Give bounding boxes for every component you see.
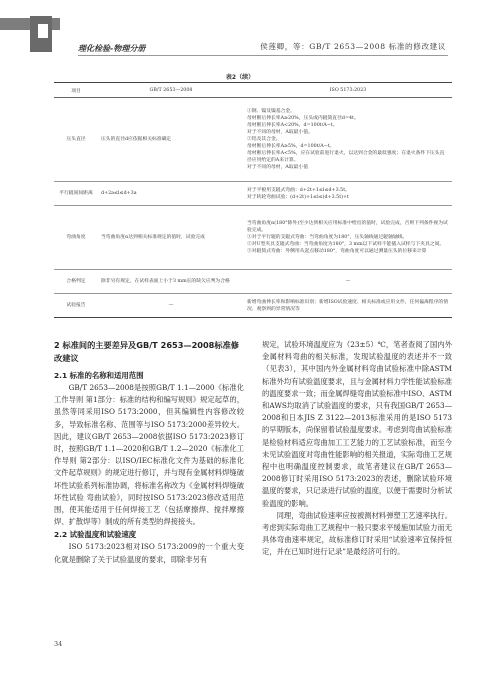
cell-iso-line: ②铝及其合金。 [247, 137, 281, 142]
paragraph: ISO 5173:2023相对ISO 5173:2009的一个重大变化就是删除了关于试验温度的要求，即除非另有 [54, 542, 244, 564]
cell-iso-line: 对于平板用支辊式弯曲：d+2t+1≤l≤d+3.5t。 [247, 187, 350, 193]
cell-iso-line: 对于不同的母材，A取最小值 [247, 165, 309, 170]
cell-iso-line: ①钢、镍及镍基合金。 [247, 109, 295, 114]
paragraph: GB/T 2653—2008是按照GB/T 1.1—2000《标准化工作导则 第1部分：标准的结构和编写规则》规定起草的，虽然等同采用ISO 5173:2000，但其编辑性内容修改较多，导致标准名称、范围等与ISO 5173:2000差异较大。因此，建议GB/T 2653—2008依据ISO 5173:2023修订时，按照GB/T 1.1—2020和GB/T 1.2—2020《标准化工作导则 第2部分：以ISO/IEC标准化文件为基础的标准化文件起草规则》的规定进行修订，并与现有金属材料焊缝破坏性试验系列标准协调，将标准名称改为《金属材料焊缝破坏性试验 弯曲试验》，同时按ISO 5173:2023修改适用范围，使其能适用于任何焊接工艺（包括摩擦焊、搅拌摩擦焊、扩散焊等）制成的所有类型的焊接接头。 [54, 383, 244, 527]
cell-iso-line: 当弯曲角度α(180°除外)至少达到相关应用标准中给出的值时，试验完成，否则下列条件视为试验完成。 [247, 221, 448, 233]
cell-iso [244, 98, 452, 182]
cell-iso [244, 206, 452, 270]
cell-iso-line: 母材断后伸长率A≥5%，d=100t/A−t。 [247, 144, 335, 149]
cell-gb: 压头的直径d应依据相关标准确定 [101, 137, 172, 142]
cell-gb: — [168, 303, 174, 308]
table-row [54, 182, 452, 206]
cell-item: 合格判定 [66, 279, 86, 284]
column-header-iso: ISO 5173:2023 [244, 83, 452, 98]
cell-iso-line: ②对U型夹具支辊式弯曲：当弯曲角度为180°，3 mm以下试样不能插入试样与下夹具之间。 [247, 242, 445, 247]
cell-item: 弯曲角度 [66, 235, 86, 240]
cell-gb: d+2a≤l≤d+3a [101, 191, 137, 196]
cell-iso [244, 182, 452, 206]
cell-iso-line: 母材断后伸长率A<20%，d=100t/A−t。 [247, 123, 338, 128]
cell-iso-line: ③对辊筒式弯曲：外侧用从起点移动180°，弯曲角度可以通过测量压头的位移来计算 [247, 249, 427, 254]
running-head: 侯莲卿，等：GB/T 2653—2008 标准的修改建议 [260, 42, 446, 51]
page-number: 34 [54, 640, 63, 648]
cell-iso-line: — [345, 279, 351, 284]
paragraph: 同理，弯曲试验速率应按被测材料弹塑工艺速率执行。考虑到实际弯曲工艺规程中一般只要求平缓施加试验力而无具体弯曲速率规定，故标准修订时采用“试验速率宜保持恒定，并在已知时进行记录”是最经济可行的。 [262, 510, 452, 557]
cell-item: 平行辊间间距离 [59, 191, 93, 196]
left-column [54, 339, 244, 566]
header-rule [78, 55, 448, 56]
cell-iso-line: ①对于平行辊的支辊式弯曲：当弯曲角度为180°，压头轴线通过辊轴轴线。 [247, 235, 408, 240]
cell-gb: 当弯曲角度α达到相关标准规定的值时，试验完成 [101, 235, 205, 240]
cell-item: 试验报告 [66, 303, 86, 308]
journal-name: 理化检验-物理分册 [78, 44, 146, 53]
comparison-table [54, 82, 452, 318]
column-header-gb: GB/T 2653—2008 [98, 83, 244, 98]
right-column [262, 339, 452, 559]
table-caption: 表2（续） [225, 74, 255, 81]
table-row [54, 270, 452, 294]
cell-iso-line: 母材断后伸长率A<5%，应在试验前进行退火，以达到合金的最低强度；在退火条件下压头直径应用给定的A来计算。 [247, 151, 445, 163]
table-header-row [54, 83, 452, 98]
cell-item: 压头直径 [66, 137, 86, 142]
section-title: 2 标准间的主要差异及GB/T 2653—2008标准修改建议 [54, 340, 239, 363]
subsection-title: 2.2 试验温度和试验速度 [54, 530, 137, 540]
column-header-item: 项目 [54, 83, 98, 98]
cell-iso [244, 270, 452, 294]
paragraph: 规定，试验环境温度应为（23±5）℃，笔者查阅了国内外金属材料弯曲的相关标准，发现试验温度的表述并不一致（见表3），其中国内外金属材料弯曲试验标准中除ASTM标准外均有试验温度要求，且与金属材料力学性能试验标准的温度要求一致；而金属焊缝弯曲试验标准中ISO、ASTM和AWS均取消了试验温度的要求，只有我国GB/T 2653—2008和日本JIS Z 3122—2013标准采用的是ISO 5173的早期版本，尚保留着试验温度要求。考虑到弯曲试验标准是检验材料适应弯曲加工工艺能力的工艺试验标准，而至今未见试验温度对弯曲性能影响的相关报道，实际弯曲工艺规程中也明确温度控制要求，故笔者建议在GB/T 2653—2008修订时采用ISO 5173:2023的表述，删除试验环境温度的要求，只记录进行试验的温度，以便于需要时分析试验温度的影响。 [262, 340, 452, 508]
logo-notch [38, 24, 48, 38]
cell-iso-line: 对于不同的母材，A取最小值。 [247, 130, 313, 135]
cell-iso [244, 294, 452, 318]
table-row [54, 206, 452, 270]
table-row [54, 98, 452, 182]
table-row [54, 294, 452, 318]
cell-gb: 除非另有规定，在试样表面上小于3 mm长的缺欠应判为合格 [101, 279, 230, 284]
cell-iso-line: 对于转轮弯曲试验：(d+2t)+1≤l≤(d+3.5t)+t [247, 194, 349, 200]
cell-iso-line: 母材断后伸长率A≥20%，压头或内辊筒直径d=4t。 [247, 116, 359, 121]
cell-iso-line: 新增弯曲伸长率和影响标准识别；新增ISO试验速度、相关标准或应用文件，任何偏离程序的情况、观察到的异常情况等 [247, 299, 448, 312]
subsection-title: 2.1 标准的名称和适用范围 [54, 371, 144, 380]
